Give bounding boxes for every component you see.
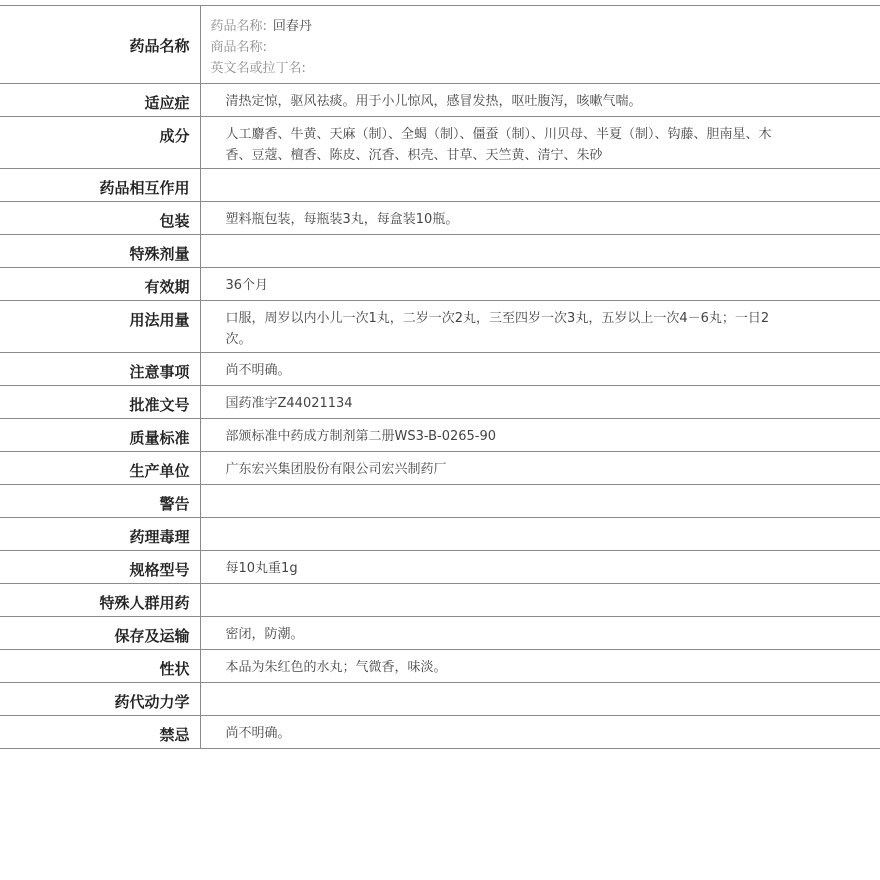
row-value: 广东宏兴集团股份有限公司宏兴制药厂 (225, 462, 447, 477)
row-packaging (0, 202, 880, 235)
row-label-cell (0, 268, 200, 301)
generic-name-line (211, 16, 880, 37)
row-label-cell (0, 584, 200, 617)
row-contraindications (0, 716, 880, 749)
row-usage-dosage (0, 301, 880, 353)
row-indications (0, 84, 880, 117)
row-value: 口服，周岁以内小儿一次1丸，二岁一次2丸，三至四岁一次3丸，五岁以上一次4－6丸；一日2次。 (225, 311, 770, 347)
row-quality-standard (0, 419, 880, 452)
row-label: 保存及运输 (114, 627, 190, 645)
row-value: 本品为朱红色的水丸；气微香，味淡。 (225, 660, 447, 675)
row-label-cell (0, 6, 200, 84)
name-block (201, 6, 880, 79)
row-label: 包装 (159, 212, 190, 230)
row-label: 用法用量 (129, 311, 190, 329)
row-label: 成分 (159, 127, 190, 145)
row-value-cell (200, 584, 880, 617)
row-manufacturer (0, 452, 880, 485)
row-value-cell (200, 386, 880, 419)
trade-name-label: 商品名称: (210, 40, 267, 55)
row-label: 注意事项 (129, 363, 190, 381)
row-value (201, 485, 880, 492)
row-label-cell (0, 386, 200, 419)
generic-name-label: 药品名称: (210, 19, 267, 34)
row-label: 有效期 (144, 278, 190, 296)
row-label: 警告 (159, 495, 190, 513)
row-storage (0, 617, 880, 650)
row-value-cell (200, 452, 880, 485)
row-label: 规格型号 (129, 561, 190, 579)
row-label-cell (0, 235, 200, 268)
row-value-cell (200, 117, 880, 169)
row-value: 36个月 (225, 278, 269, 293)
row-value: 密闭，防潮。 (225, 627, 304, 642)
row-label: 药品相互作用 (99, 179, 190, 197)
row-label-cell (0, 419, 200, 452)
row-value (201, 518, 880, 525)
row-value: 每10丸重1g (225, 561, 298, 576)
row-value-cell (200, 268, 880, 301)
row-label-cell (0, 117, 200, 169)
drug-info-table (0, 5, 880, 749)
row-value: 尚不明确。 (225, 363, 291, 378)
row-pharmacology (0, 518, 880, 551)
row-value-cell (200, 518, 880, 551)
trade-name-line (211, 37, 880, 58)
row-pharmacokinetics (0, 683, 880, 716)
row-value-cell (200, 485, 880, 518)
row-label: 禁忌 (159, 726, 190, 744)
row-value-cell (200, 169, 880, 202)
row-value (201, 683, 880, 690)
row-value-cell (200, 419, 880, 452)
row-label: 性状 (159, 660, 190, 678)
row-value: 人工麝香、牛黄、天麻（制）、全蝎（制）、僵蚕（制）、川贝母、半夏（制）、钩藤、胆南星、木香、豆蔻、檀香、陈皮、沉香、枳壳、甘草、天竺黄、清宁、朱砂 (225, 127, 772, 163)
row-label-cell (0, 518, 200, 551)
row-value-cell (200, 716, 880, 749)
row-label-cell (0, 683, 200, 716)
row-label-cell (0, 301, 200, 353)
row-value: 尚不明确。 (225, 726, 291, 741)
row-label-cell (0, 452, 200, 485)
row-value-cell (200, 683, 880, 716)
row-label: 质量标准 (129, 429, 190, 447)
row-label-cell (0, 202, 200, 235)
row-value: 部颁标准中药成方制剂第二册WS3-B-0265-90 (225, 429, 497, 444)
row-label-cell (0, 485, 200, 518)
row-label: 批准文号 (129, 396, 190, 414)
row-value (201, 169, 880, 176)
row-value: 塑料瓶包装，每瓶装3丸，每盒装10瓶。 (225, 212, 459, 227)
row-value-cell (200, 650, 880, 683)
row-value: 国药准字Z44021134 (225, 396, 353, 411)
row-label-cell (0, 716, 200, 749)
row-special-dosage (0, 235, 880, 268)
row-value-cell (200, 551, 880, 584)
row-value: 清热定惊，驱风祛痰。用于小儿惊风，感冒发热，呕吐腹泻，咳嗽气喘。 (225, 94, 642, 109)
row-label-cell (0, 169, 200, 202)
english-name-line (211, 58, 880, 79)
row-value-cell (200, 617, 880, 650)
row-drug-name (0, 6, 880, 84)
row-value (201, 235, 880, 242)
row-label-cell (0, 650, 200, 683)
row-interactions (0, 169, 880, 202)
row-label: 特殊人群用药 (99, 594, 190, 612)
row-label: 特殊剂量 (129, 245, 190, 263)
generic-name-value: 回春丹 (272, 19, 312, 34)
row-special-populations (0, 584, 880, 617)
row-value-cell (200, 202, 880, 235)
row-shelf-life (0, 268, 880, 301)
row-label-cell (0, 617, 200, 650)
row-value (201, 584, 880, 591)
row-value-cell (200, 235, 880, 268)
row-ingredients (0, 117, 880, 169)
row-appearance (0, 650, 880, 683)
row-label-cell (0, 353, 200, 386)
row-label: 药代动力学 (114, 693, 190, 711)
row-label: 药理毒理 (129, 528, 190, 546)
row-value-cell (200, 353, 880, 386)
row-label: 适应症 (144, 94, 190, 112)
english-name-label: 英文名或拉丁名: (210, 61, 306, 76)
row-approval-number (0, 386, 880, 419)
row-specification (0, 551, 880, 584)
row-label-cell (0, 551, 200, 584)
row-value-cell (200, 84, 880, 117)
row-precautions (0, 353, 880, 386)
row-label-cell (0, 84, 200, 117)
row-warning (0, 485, 880, 518)
row-value-cell (200, 6, 880, 84)
row-label: 药品名称 (129, 37, 190, 55)
row-value-cell (200, 301, 880, 353)
row-label: 生产单位 (129, 462, 190, 480)
